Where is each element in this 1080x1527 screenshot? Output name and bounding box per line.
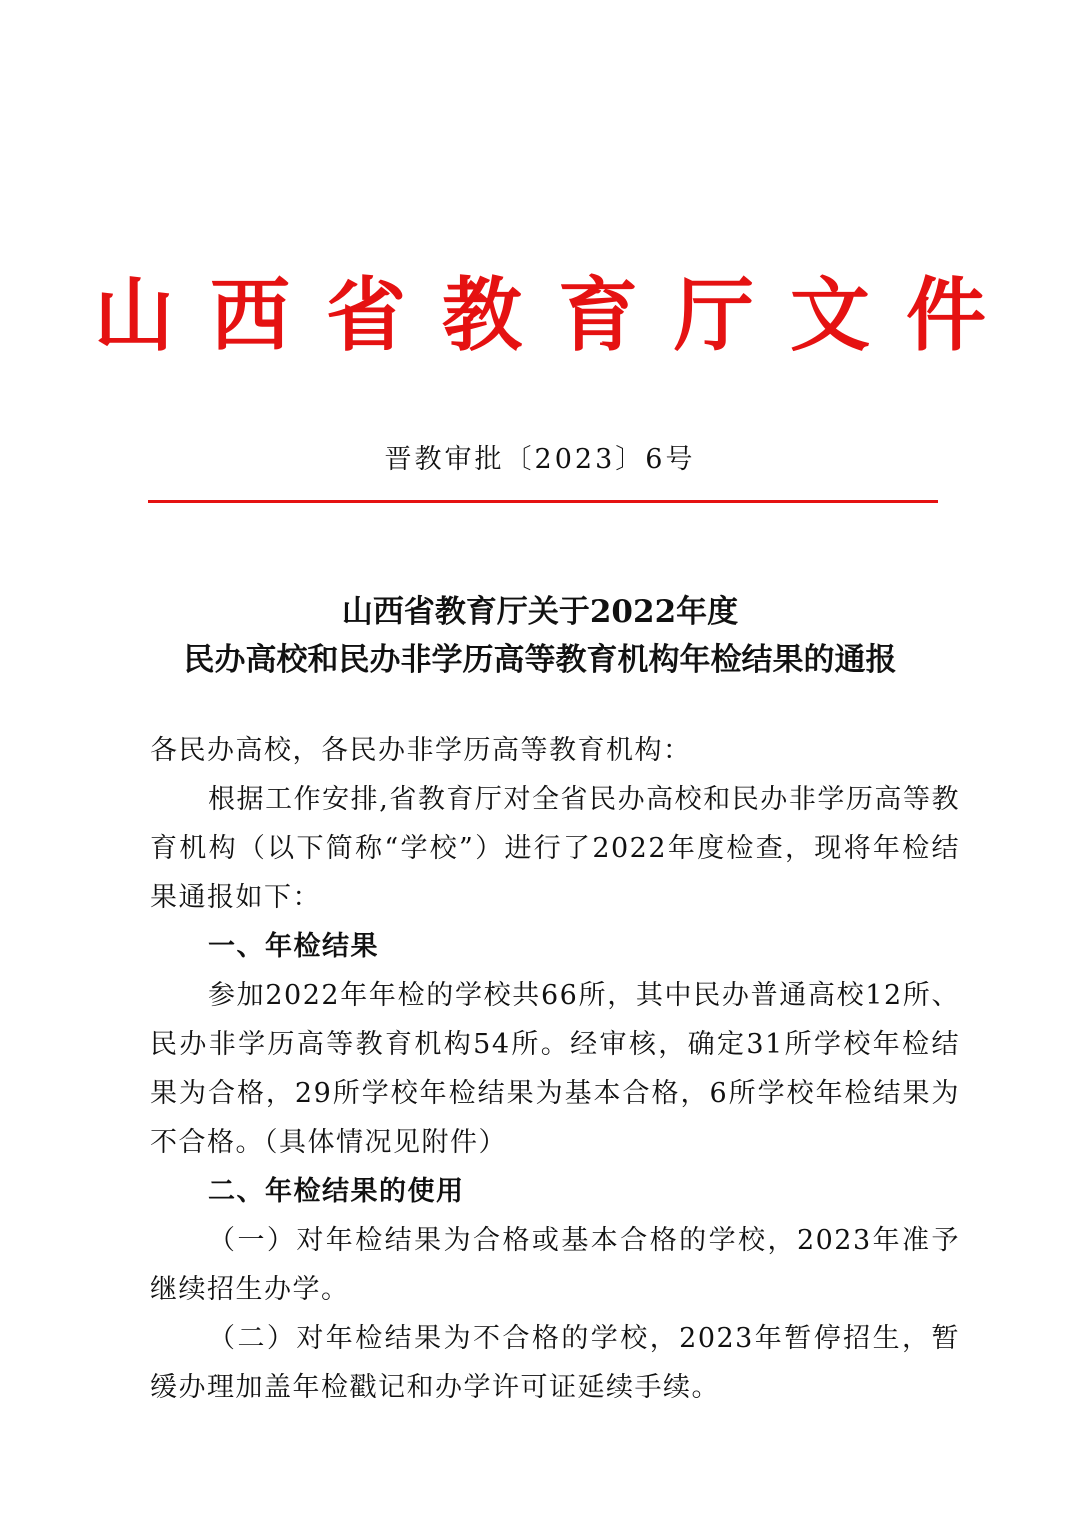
title-line-2: 民办高校和民办非学历高等教育机构年检结果的通报 (183, 642, 897, 678)
section-1-paragraph: 参加2022年年检的学校共66所，其中民办普通高校12所、民办非学历高等教育机构54所。经审核，确定31所学校年检结果为合格，29所学校年检结果为基本合格，6所学校年检结果为不合格。（具体情况见附件） (150, 980, 960, 1158)
section-1-heading: 一、年检结果 (208, 931, 379, 962)
document-number: 晋教审批〔2023〕6号 (384, 444, 696, 475)
title-line-1: 山西省教育厅关于2022年度 (341, 594, 739, 630)
notice-title (0, 588, 1080, 684)
intro-paragraph: 根据工作安排,省教育厅对全省民办高校和民办非学历高等教育机构（以下简称“学校”）进行了2022年度检查，现将年检结果通报如下： (150, 784, 960, 913)
red-divider-line (148, 500, 938, 503)
masthead-title: 山西省教育厅文件 (94, 269, 1022, 362)
section-2-item-2: （二）对年检结果为不合格的学校，2023年暂停招生，暂缓办理加盖年检戳记和办学许可证延续手续。 (150, 1323, 960, 1403)
section-2-item-1: （一）对年检结果为合格或基本合格的学校，2023年准予继续招生办学。 (150, 1225, 960, 1305)
section-2-heading: 二、年检结果的使用 (208, 1176, 465, 1207)
salutation: 各民办高校，各民办非学历高等教育机构： (150, 735, 692, 766)
notice-body (150, 726, 960, 1412)
